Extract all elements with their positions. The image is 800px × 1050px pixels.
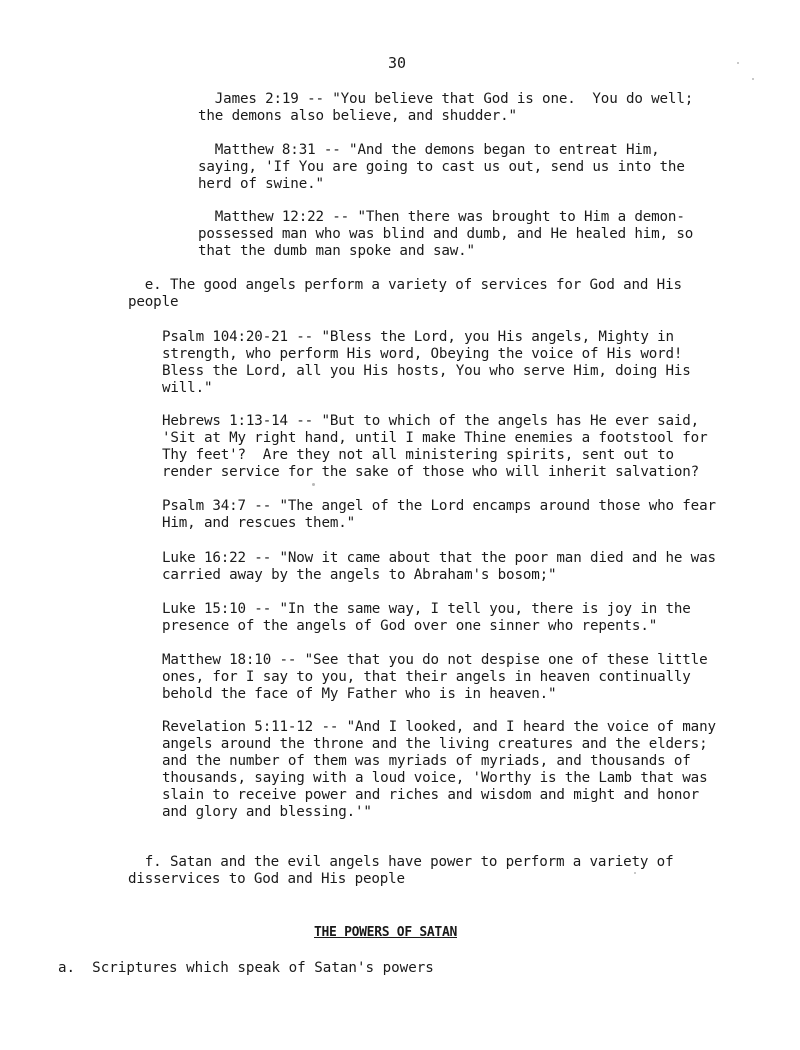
subsection-a: a. Scriptures which speak of Satan's powers [58,960,434,976]
page-number: 30 [388,54,407,72]
quote-line: Hebrews 1:13-14 -- "But to which of the angels has He ever said, [162,413,700,429]
quote-line: and the number of them was myriads of myriads, and thousands of [162,753,691,769]
quote-line: Him, and rescues them." [162,515,356,531]
quote-revelation-5-11 [162,719,716,821]
quote-line: will." [162,380,213,396]
quote-hebrews-1-13 [162,413,707,481]
quote-line: Psalm 34:7 -- "The angel of the Lord encamps around those who fear [162,498,716,514]
quote-line: angels around the throne and the living creatures and the elders; [162,736,708,752]
quote-line: saying, 'If You are going to cast us out, send us into the [198,159,685,175]
section-f [128,854,673,888]
section-line: f. Satan and the evil angels have power to perform a variety of [128,854,674,870]
quote-line: possessed man who was blind and dumb, and He healed him, so [198,226,694,242]
scan-speck [752,78,754,80]
quote-line: behold the face of My Father who is in heaven." [162,686,557,702]
scan-speck [634,872,636,874]
quote-line: strength, who perform His word, Obeying the voice of His word! [162,346,683,362]
quote-line: that the dumb man spoke and saw." [198,243,475,259]
quote-line: Matthew 8:31 -- "And the demons began to entreat Him, [198,142,660,158]
quote-line: Matthew 12:22 -- "Then there was brought to Him a demon- [198,209,685,225]
quote-line: 'Sit at My right hand, until I make Thine enemies a footstool for [162,430,708,446]
section-line: disservices to God and His people [128,871,405,887]
section-e [128,277,682,311]
quote-line: Bless the Lord, all you His hosts, You who serve Him, doing His [162,363,691,379]
quote-line: James 2:19 -- "You believe that God is one. You do well; [198,91,694,107]
quote-line: render service for the sake of those who will inherit salvation? [162,464,700,480]
quote-matthew-18-10 [162,652,707,703]
section-heading: THE POWERS OF SATAN [314,925,458,940]
quote-line: Luke 16:22 -- "Now it came about that the poor man died and he was [162,550,716,566]
quote-line: slain to receive power and riches and wisdom and might and honor [162,787,700,803]
quote-line: Revelation 5:11-12 -- "And I looked, and I heard the voice of many [162,719,716,735]
quote-line: Thy feet'? Are they not all ministering spirits, sent out to [162,447,674,463]
quote-luke-16-22 [162,550,716,584]
quote-psalm-104 [162,329,691,397]
quote-line: Luke 15:10 -- "In the same way, I tell you, there is joy in the [162,601,691,617]
section-line: people [128,294,179,310]
quote-line: and glory and blessing.'" [162,804,372,820]
quote-matthew-8-31 [198,142,685,193]
section-line: e. The good angels perform a variety of services for God and His [128,277,682,293]
quote-line: ones, for I say to you, that their angels in heaven continually [162,669,691,685]
quote-james-2-19 [198,91,693,125]
quote-line: Matthew 18:10 -- "See that you do not despise one of these little [162,652,708,668]
quote-line: carried away by the angels to Abraham's bosom;" [162,567,557,583]
scan-speck [312,483,315,486]
quote-luke-15-10 [162,601,691,635]
scan-speck [737,62,739,64]
quote-matthew-12-22 [198,209,693,260]
quote-psalm-34-7 [162,498,716,532]
quote-line: presence of the angels of God over one sinner who repents." [162,618,658,634]
quote-line: Psalm 104:20-21 -- "Bless the Lord, you His angels, Mighty in [162,329,674,345]
quote-line: the demons also believe, and shudder." [198,108,517,124]
quote-line: herd of swine." [198,176,324,192]
quote-line: thousands, saying with a loud voice, 'Worthy is the Lamb that was [162,770,708,786]
